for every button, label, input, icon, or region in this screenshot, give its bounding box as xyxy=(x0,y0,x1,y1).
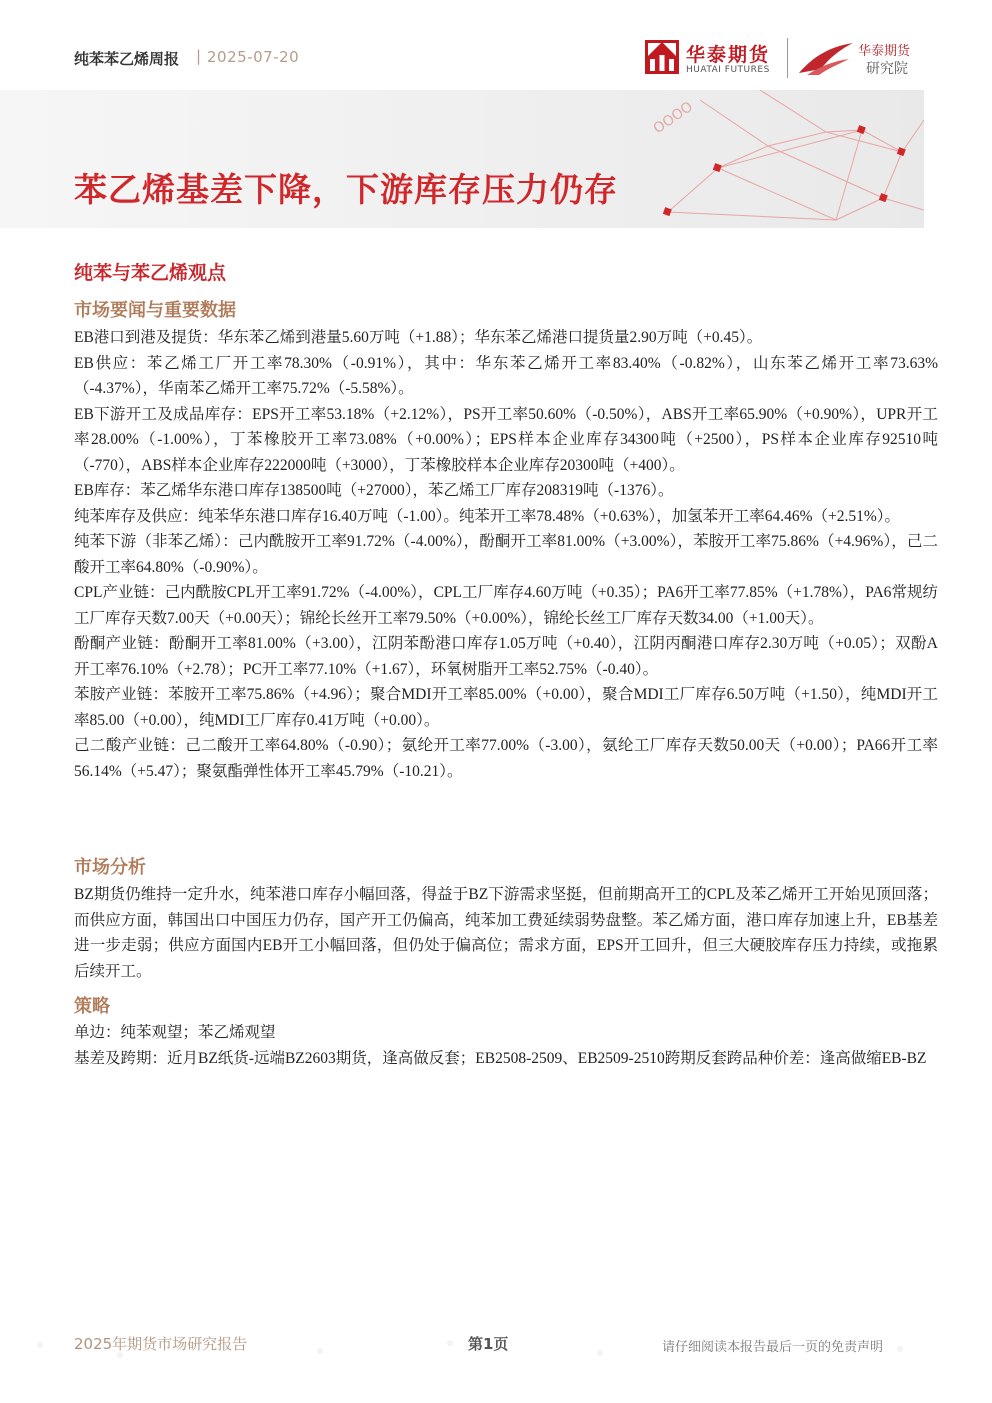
page-header xyxy=(0,0,992,90)
market-news-heading: 市场要闻与重要数据 xyxy=(74,300,236,321)
analysis-text: BZ期货仍维持一定升水，纯苯港口库存小幅回落，得益于BZ下游需求坚挺，但前期高开工的CPL及苯乙烯开工开始见顶回落；而供应方面，韩国出口中国压力仍存，国产开工仍偏高，纯苯加工费延续弱势盘整。苯乙烯方面，港口库存加速上升，EB基差进一步走弱；供应方面国内EB开工小幅回落，但仍处于偏高位；需求方面，EPS开工回升，但三大硬胶库存压力持续，或拖累后续开工。 xyxy=(74,886,938,980)
strategy-list xyxy=(74,1020,938,1071)
logo-divider xyxy=(787,38,788,78)
strategy-item-basis: 基差及跨期：近月BZ纸货-远端BZ2603期货，逢高做反套；EB2508-2509、EB2509-2510跨期反套跨品种价差：逢高做缩EB-BZ xyxy=(74,1049,927,1067)
banner-stamp-icon xyxy=(651,99,696,137)
news-item-cpl-chain: CPL产业链：己内酰胺CPL开工率91.72%（-4.00%），CPL工厂库存4.60万吨（+0.35）；PA6开工率77.85%（+1.78%），PA6常规纺工厂库存天数7.00天（+0.00天）；锦纶长丝开工率79.50%（+0.00%），锦纶长丝工厂库存天数34.00（+1.00天）。 xyxy=(74,584,938,627)
strategy-item-outright: 单边：纯苯观望；苯乙烯观望 xyxy=(74,1024,276,1041)
news-item-bz-inventory: 纯苯库存及供应：纯苯华东港口库存16.40万吨（-1.00）。纯苯开工率78.48%（+0.63%），加氢苯开工率64.46%（+2.51%）。 xyxy=(74,507,901,525)
analysis-paragraph xyxy=(74,882,938,984)
news-item-bz-downstream: 纯苯下游（非苯乙烯）：己内酰胺开工率91.72%（-4.00%），酚酮开工率81.00%（+3.00%），苯胺开工率75.86%（+4.96%），己二酸开工率64.80%（-0.90%）。 xyxy=(74,533,938,576)
huatai-logo-icon xyxy=(645,40,679,74)
report-date: 2025-07-20 xyxy=(207,48,300,66)
news-item-port: EB港口到港及提货：华东苯乙烯到港量5.60万吨（+1.88）；华东苯乙烯港口提货量2.90万吨（+0.45）。 xyxy=(74,329,763,346)
banner-stamp-text: OOOO xyxy=(650,98,696,138)
news-item-aniline-chain: 苯胺产业链：苯胺开工率75.86%（+4.96）；聚合MDI开工率85.00%（+0.00），聚合MDI工厂库存6.50万吨（+1.50），纯MDI开工率85.00（+0.00），纯MDI工厂库存0.41万吨（+0.00）。 xyxy=(74,686,938,729)
institute-name: 华泰期货 xyxy=(858,44,911,59)
institute-sub: 研究院 xyxy=(866,61,908,77)
news-item-eb-supply: EB供应：苯乙烯工厂开工率78.30%（-0.91%），其中：华东苯乙烯开工率83.40%（-0.82%），山东苯乙烯开工率73.63%（-4.37%），华南苯乙烯开工率75.72%（-5.58%）。 xyxy=(74,354,938,397)
logo-text-cn: 华泰期货 xyxy=(686,44,771,66)
header-separator: | xyxy=(196,47,202,65)
footer-report-name: 2025年期货市场研究报告 xyxy=(74,1335,248,1353)
report-name: 纯苯苯乙烯周报 xyxy=(74,50,180,68)
institute-logo-icon xyxy=(797,39,855,77)
news-item-phenol-chain: 酚酮产业链：酚酮开工率81.00%（+3.00），江阴苯酚港口库存1.05万吨（+0.40），江阴丙酮港口库存2.30万吨（+0.05）；双酚A开工率76.10%（+2.78）；PC开工率77.10%（+1.67），环氧树脂开工率52.75%（-0.40）。 xyxy=(74,635,938,678)
market-news-list xyxy=(74,325,938,784)
section-title: 纯苯与苯乙烯观点 xyxy=(74,262,227,284)
analysis-heading: 市场分析 xyxy=(74,857,146,878)
news-item-eb-downstream: EB下游开工及成品库存：EPS开工率53.18%（+2.12%），PS开工率50.60%（-0.50%），ABS开工率65.90%（+0.90%），UPR开工率28.00%（-1.00%），丁苯橡胶开工率73.08%（+0.00%）；EPS样本企业库存34300吨（+2500），PS样本企业库存92510吨（-770），ABS样本企业库存222000吨（+3000），丁苯橡胶样本企业库存20300吨（+400）。 xyxy=(74,405,938,474)
page-title: 苯乙烯基差下降，下游库存压力仍存 xyxy=(74,170,618,209)
news-item-eb-inventory: EB库存：苯乙烯华东港口库存138500吨（+27000），苯乙烯工厂库存208319吨（-1376）。 xyxy=(74,482,674,499)
disclaimer-note: 请仔细阅读本报告最后一页的免责声明 xyxy=(662,1340,884,1355)
page-number: 第1页 xyxy=(468,1335,509,1353)
strategy-heading: 策略 xyxy=(74,996,110,1017)
logo-text-en: HUATAI FUTURES xyxy=(686,65,770,75)
news-item-adipic-chain: 己二酸产业链：己二酸开工率64.80%（-0.90）；氨纶开工率77.00%（-3.00），氨纶工厂库存天数50.00天（+0.00）；PA66开工率56.14%（+5.47）；聚氨酯弹性体开工率45.79%（-10.21）。 xyxy=(74,737,938,780)
